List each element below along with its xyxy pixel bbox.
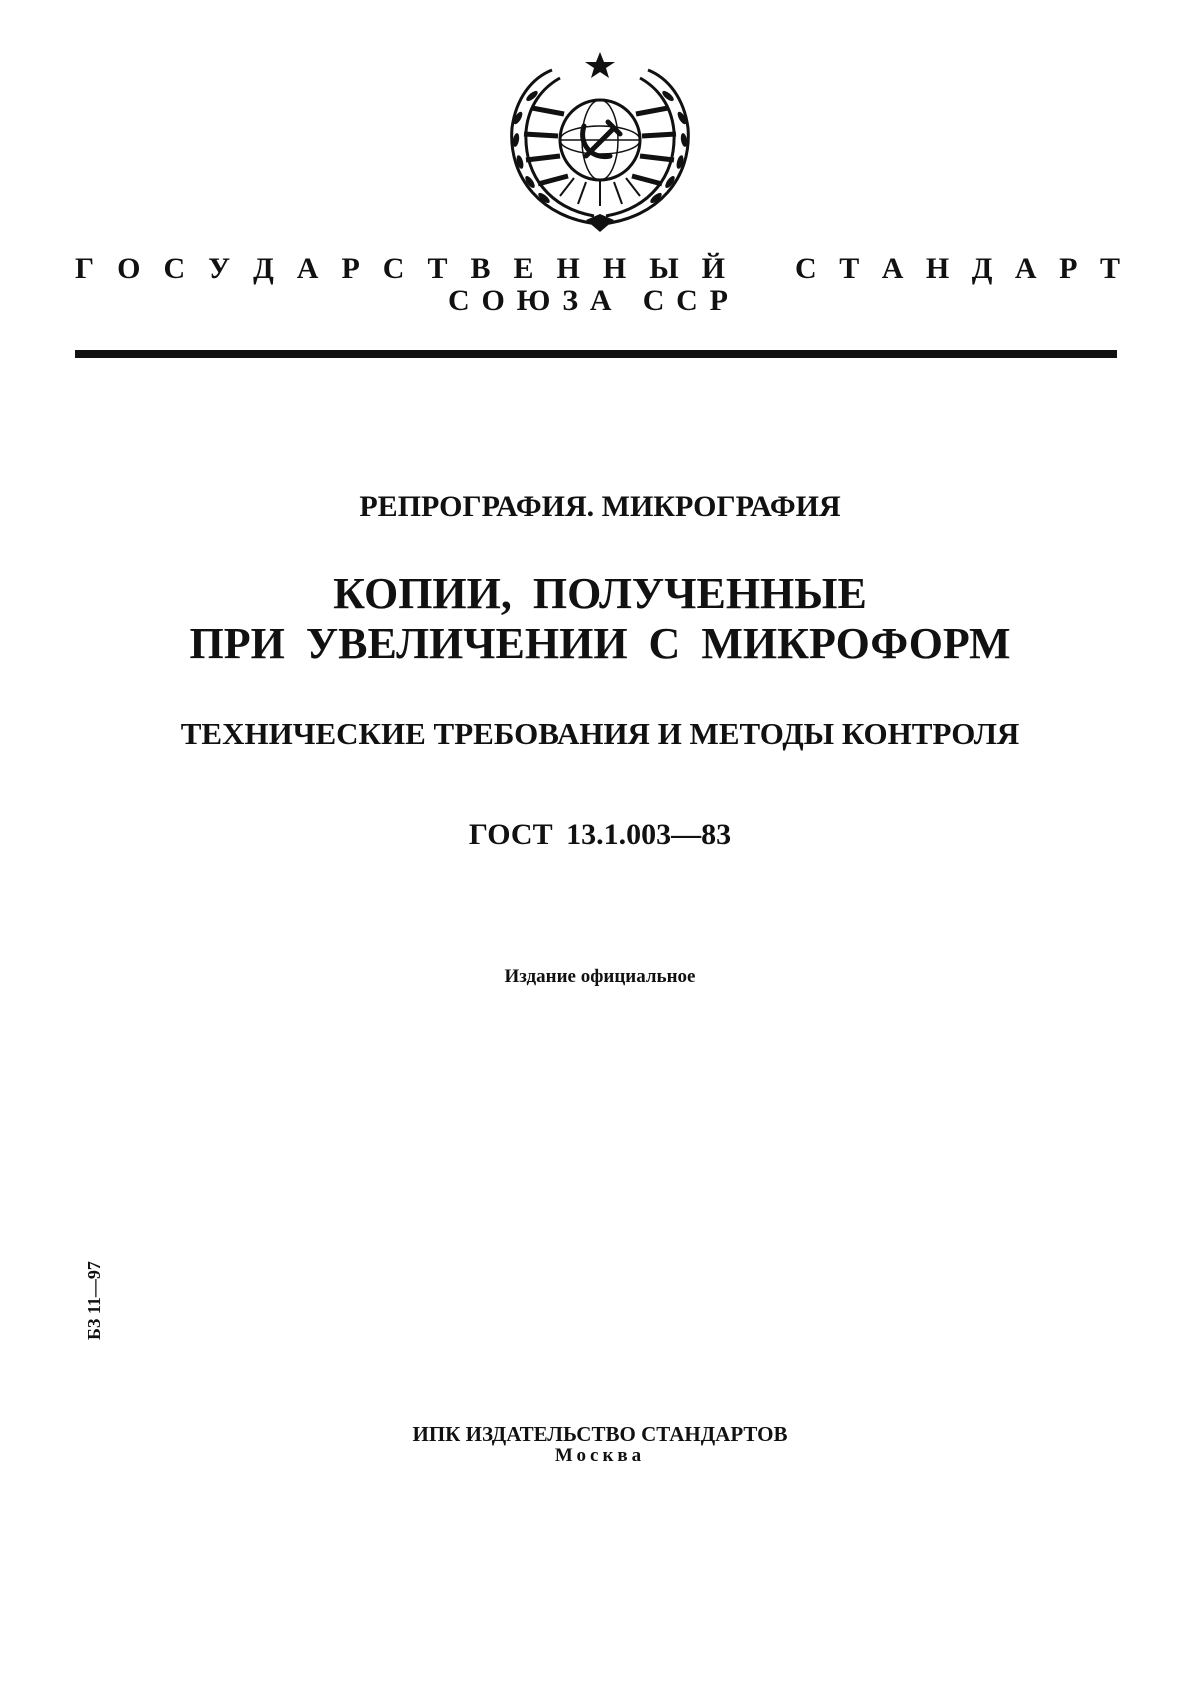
standard-header-line1 — [75, 252, 1120, 286]
side-code: БЗ 11—97 — [84, 1261, 104, 1340]
document-subtitle: ТЕХНИЧЕСКИЕ ТРЕБОВАНИЯ И МЕТОДЫ КОНТРОЛЯ — [180, 716, 1020, 751]
publisher-city: Москва — [554, 1445, 646, 1466]
gost-number: ГОСТ 13.1.003—83 — [468, 818, 732, 851]
ussr-coat-of-arms-icon — [502, 48, 698, 236]
document-title-line1: КОПИИ, ПОЛУЧЕННЫЕ — [333, 569, 867, 618]
header-word-standard: С Т А Н Д А Р Т — [795, 252, 1120, 285]
publisher-name: ИПК ИЗДАТЕЛЬСТВО СТАНДАРТОВ — [412, 1422, 788, 1446]
standard-header-line2: С О Ю З А С С Р — [448, 284, 728, 317]
edition-label: Издание официальное — [504, 966, 696, 987]
header-divider — [75, 350, 1117, 358]
header-word-state: Г О С У Д А Р С Т В Е Н Н Ы Й — [75, 252, 725, 285]
document-series: РЕПРОГРАФИЯ. МИКРОГРАФИЯ — [359, 490, 841, 523]
document-title-line2: ПРИ УВЕЛИЧЕНИИ С МИКРОФОРМ — [189, 619, 1011, 668]
